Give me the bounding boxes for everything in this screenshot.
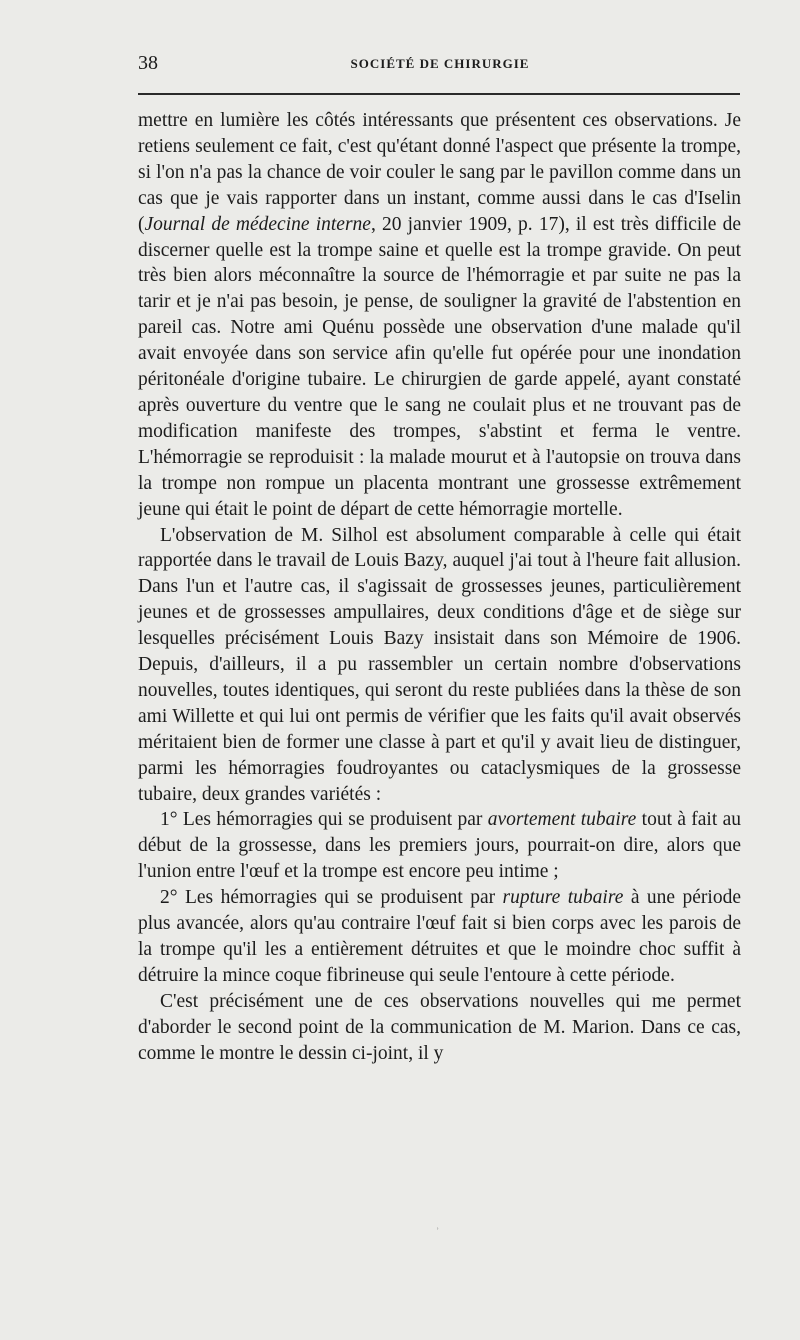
emphasis-term: rupture tubaire xyxy=(502,887,624,909)
page-header xyxy=(138,52,742,78)
page-number: 38 xyxy=(138,52,158,74)
paragraph-3 xyxy=(138,807,741,885)
paragraph-5 xyxy=(138,989,741,1067)
print-mark: ˒ xyxy=(436,1222,440,1233)
paragraph-1 xyxy=(138,108,741,523)
paragraph-segment: 2° Les hémorragies qui se produisent par xyxy=(160,887,503,909)
paragraph-2 xyxy=(138,523,741,808)
running-head: SOCIÉTÉ DE CHIRURGIE xyxy=(350,56,530,71)
paragraph-segment: mettre en lumière les côtés intéressants que présentent ces observations. Je retiens seulement ce fait, c'est qu'étant donné l'aspect que présente la trompe, si l'on n'a pas la chance de voir couler le sang par le pavillon comme dans un cas que je vais rapporter dans un instant, comme aussi dans le cas d'Iselin ( xyxy=(138,110,741,235)
paragraph-segment: tout à fait au début de la grossesse, dans les premiers jours, pourrait-on dire, alors que l'union entre l'œuf et la trompe est encore peu intime ; xyxy=(138,809,741,883)
paragraph-segment: à une période plus avancée, alors qu'au contraire l'œuf fait si bien corps avec les parois de la trompe qu'il les a entièrement détruites et que le moindre choc suffit à détruire la mince coque fibrineuse qui seule l'entoure à cette période. xyxy=(138,887,741,986)
paragraph-segment: 1° Les hémorragies qui se produisent par xyxy=(160,809,488,831)
paragraph-4 xyxy=(138,885,741,989)
body-text xyxy=(138,108,741,1067)
journal-title: Journal de médecine interne xyxy=(144,213,371,235)
paragraph-segment: C'est précisément une de ces observations nouvelles qui me permet d'aborder le second point de la communication de M. Marion. Dans ce cas, comme le montre le dessin ci-joint, il y xyxy=(138,990,741,1064)
emphasis-term: avortement tubaire xyxy=(487,809,637,831)
paragraph-segment: , 20 janvier 1909, p. 17), il est très difficile de discerner quelle est la trompe saine et quelle est la trompe gravide. On peut très bien alors méconnaître la source de l'hémorragie et par suite ne pas la tarir et je n'ai pas besoin, je pense, de souligner la gravité de l'abstention en pareil cas. Notre ami Quénu possède une observation d'une malade qu'il avait envoyée dans son service afin qu'elle fut opérée pour une inondation péritonéale d'origine tubaire. Le chirurgien de garde appelé, ayant constaté après ouverture du ventre que le sang ne coulait plus et ne trouvant pas de modification manifeste des trompes, s'abstint et ferma le ventre. L'hémorragie se reproduisit : la malade mourut et à l'autopsie on trouva dans la trompe non rompue un placenta montrant une grossesse extrêmement jeune qui était le point de départ de cette hémorragie mortelle. xyxy=(138,213,742,520)
header-rule xyxy=(138,93,740,95)
paragraph-segment: L'observation de M. Silhol est absolument comparable à celle qui était rapportée dans le travail de Louis Bazy, auquel j'ai tout à l'heure fait allusion. Dans l'un et l'autre cas, il s'agissait de grossesses jeunes, particulièrement jeunes et de grossesses ampullaires, deux conditions d'âge et de siège sur lesquelles précisément Louis Bazy insistait dans son Mémoire de 1906. Depuis, d'ailleurs, il a pu rassembler un certain nombre d'observations nouvelles, toutes identiques, qui seront du reste publiées dans la thèse de son ami Willette et qui lui ont permis de vérifier que les faits qu'il avait observés méritaient bien de former une classe à part et qu'il y avait lieu de distinguer, parmi les hémorragies foudroyantes ou cataclysmiques de la grossesse tubaire, deux grandes variétés : xyxy=(138,524,741,805)
